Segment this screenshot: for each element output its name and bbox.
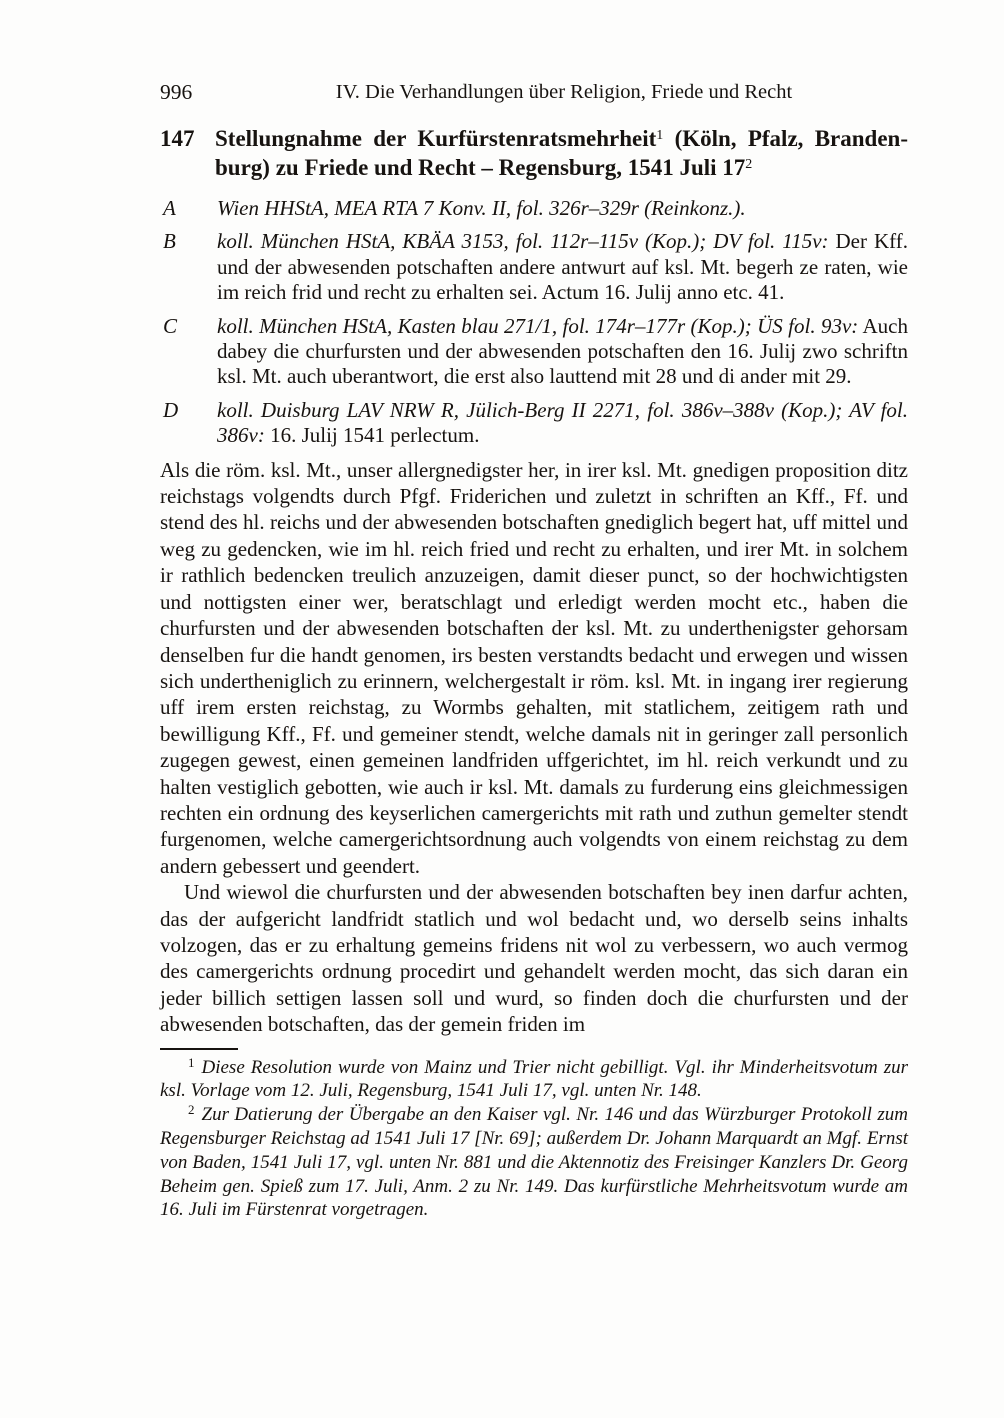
main-text <box>160 457 908 1038</box>
source-entry-a <box>160 196 908 221</box>
running-header <box>160 80 908 104</box>
source-entry-c <box>160 314 908 390</box>
source-entry-d <box>160 398 908 449</box>
source-archive-reference: Wien HHStA, MEA RTA 7 Konv. II, fol. 326r–329r (Reinkonz.). <box>217 196 746 220</box>
source-note: Der Kff. und der abwesenden potschaften andere antwurt auf ksl. Mt. begerh ze raten, wie im reich frid und recht zu erhalten sei. Actum 16. Julij anno etc. 41. <box>217 229 908 305</box>
footnote-number: 2 <box>188 1102 195 1118</box>
source-note: Auch dabey die churfursten und der abwesenden potschaften den 16. Julij zwo schriftn ksl. Mt. auch uberantwort, die erst also lauttend mit 28 und di ander mit 29. <box>217 313 909 389</box>
footnote-number: 1 <box>188 1054 195 1070</box>
footnote-text: Zur Datierung der Übergabe an den Kaiser vgl. Nr. 146 und das Würzburger Protokoll zum Regensburger Reichstag ad 1541 Juli 17 [Nr. 69]; außerdem Dr. Johann Marquardt an Mgf. Ernst von Baden, 1541 Juli 17, vgl. unten Nr. 881 und die Aktennotiz des Freisinger Kanzlers Dr. Georg Beheim gen. Spieß zum 17. Juli, Anm. 2 zu Nr. 149. Das kurfürstliche Mehrheitsvotum wurde am 16. Juli im Fürstenrat vorgetragen. <box>160 1104 908 1221</box>
footnote-section <box>160 1056 908 1223</box>
source-archive-reference: koll. Duisburg LAV NRW R, Jülich-Berg II 2271, fol. 386v–388v (Kop.); AV fol. 386v: <box>217 397 908 448</box>
source-label: C <box>163 313 178 338</box>
document-item-number: 147 <box>160 126 195 151</box>
text-block <box>160 80 908 1222</box>
source-label: D <box>163 397 179 422</box>
source-label: A <box>163 196 176 220</box>
footnote-2 <box>160 1103 908 1222</box>
body-paragraph-1: Als die röm. ksl. Mt., unser allergnedigster her, in irer ksl. Mt. gnedigen proposition ditz reichstags volgendts durch Pfgf. Friderichen und zuletzt in schriften an Kff., Ff. und stend des hl. reichs und der abwesenden botschaften gnediglich begert hat, uff mittel und weg zu gedencken, wie im hl. reich fried und recht zu erhalten, und irer Mt. in solchem ir rathlich bedencken treulich anzuzeigen, damit dieser punct, so der hochwichtigsten und nottigsten einer wer, beratschlagt und erledigt werden mocht etc., haben die churfursten und der abwesenden botschaften der ksl. Mt. zu underthenigster gehorsam denselben fur die handt genomen, irs besten verstandts bedacht und erwegen und wissen sich undertheniglich zu erinnern, welchergestalt ir röm. ksl. Mt. in ingang irer regierung uff irem ersten reichstag, zu Wormbs gehalten, mit statlichem, zeitigem rath und bewilligung Kff., Ff. und gemeiner stendt, welche damals nit in geringer zall personlich zugegen gewest, einen gemeinen landfriden uffgerichtet, im hl. reich verkundt und zu halten vestiglich gebotten, wie auch ir ksl. Mt. damals zu furderung eins gleichmessigen rechten ein ordnung des keyserlichen camergerichts mit rath und zuthun gemelter stendt furgenomen, welche camergerichtsordnung auch volgendts von einem reichstag zu dem andern gebessert und geendert. <box>160 457 908 878</box>
page-number: 996 <box>160 80 193 104</box>
footnote-ref-1: 1 <box>656 128 664 143</box>
source-note: 16. Julij 1541 perlectum. <box>264 423 480 448</box>
document-title-line-2: burg) zu Friede und Recht – Regensburg, 1541 Juli 17$^2$ <box>215 155 753 180</box>
source-entry-b <box>160 229 908 305</box>
document-title <box>160 124 908 182</box>
running-head-title: IV. Die Verhandlungen über Religion, Friede und Recht <box>335 81 793 103</box>
source-archive-reference: koll. München HStA, Kasten blau 271/1, fol. 174r–177r (Kop.); ÜS fol. 93v: <box>217 313 859 338</box>
source-list <box>160 196 908 449</box>
document-title-line-1: Stellungnahme der Kurfürstenratsmehrheit$^1$ (Köln, Pfalz, Branden- <box>215 126 908 151</box>
source-archive-reference: koll. München HStA, KBÄA 3153, fol. 112r–115v (Kop.); DV fol. 115v: <box>217 229 829 254</box>
footnote-separator-rule <box>160 1048 238 1050</box>
body-paragraph-2: Und wiewol die churfursten und der abwesenden botschaften bey inen darfur achten, das der aufgericht landfridt statlich und wol bedacht und, wo derselb seins inhalts volzogen, das er zu erhaltung gemeins fridens nit wol zu verbessern, wo auch vermog des camergerichts ordnung procedirt und gehandelt werden mocht, das sich daran ein jeder billich settigen lassen soll und wurd, so finden doch die churfursten und der abwesenden botschaften, das der gemein friden im <box>160 880 908 1037</box>
footnote-text: Diese Resolution wurde von Mainz und Trier nicht gebilligt. Vgl. ihr Minderheitsvotum zur ksl. Vorlage vom 12. Juli, Regensburg, 1541 Juli 17, vgl. unten Nr. 148. <box>160 1056 908 1102</box>
footnote-ref-2: 2 <box>745 157 753 172</box>
source-label: B <box>163 229 176 254</box>
footnote-1 <box>160 1056 908 1104</box>
